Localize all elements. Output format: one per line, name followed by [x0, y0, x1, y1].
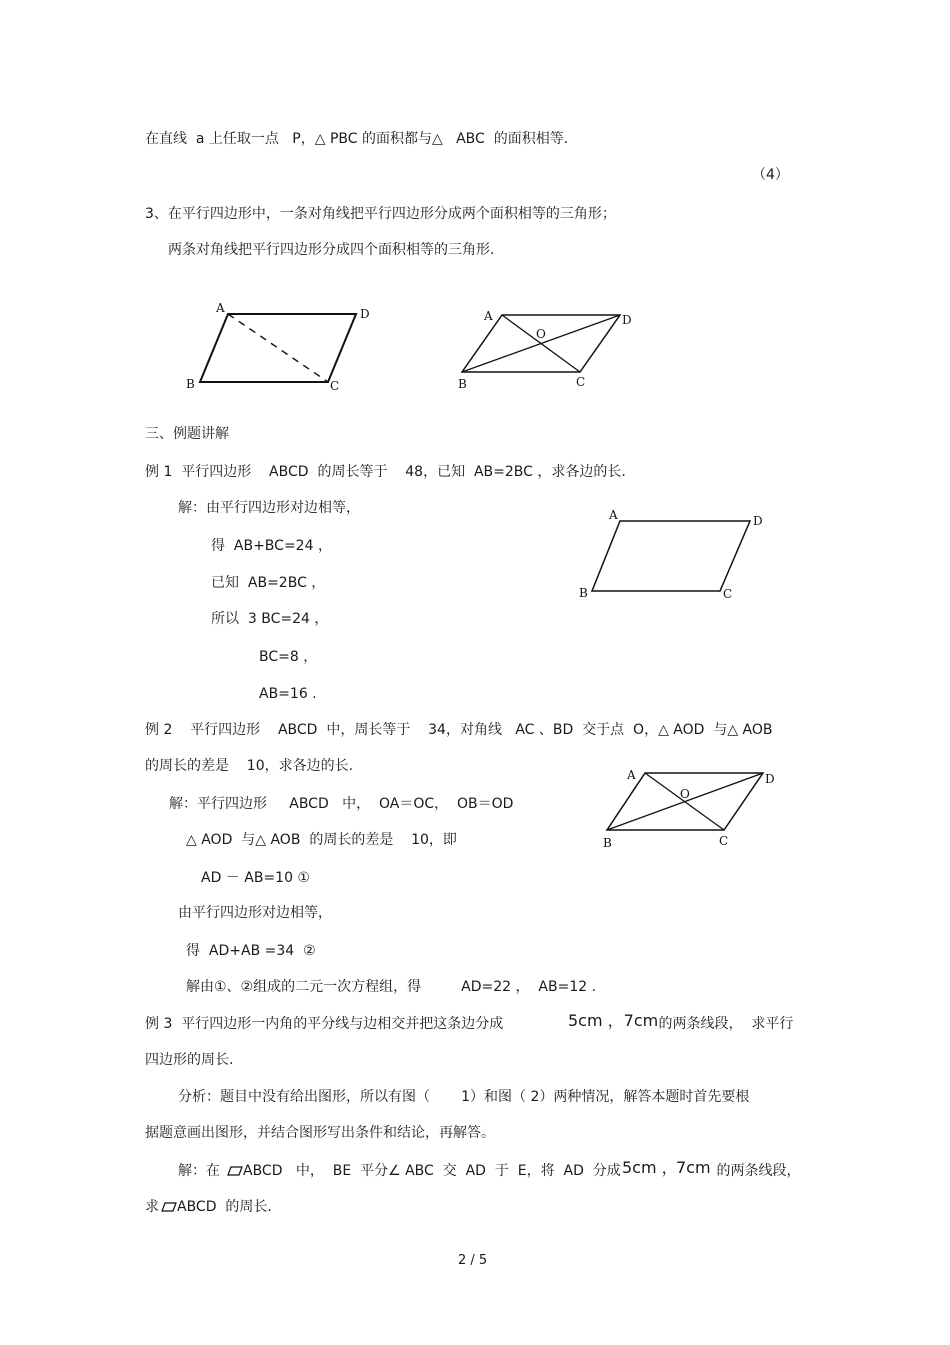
segment-lengths: 5cm ， [622, 1158, 678, 1177]
example-3-question: 的两条线段， 求平行 [654, 1016, 794, 1032]
label-d: D [753, 514, 763, 528]
solution-line: 已知 AB=2BC ， [211, 575, 326, 591]
text-line: 两条对角线把平行四边形分成四个面积相等的三角形. [168, 242, 495, 258]
label-b: B [579, 586, 588, 600]
example-3-question: 四边形的周长. [145, 1052, 234, 1068]
parallelogram-symbol-icon [227, 1166, 243, 1176]
section-heading: 三、例题讲解 [145, 426, 229, 442]
label-c: C [330, 379, 340, 393]
label-c: C [576, 375, 586, 389]
example-2-question: 的周长的差是 10，求各边的长. [145, 758, 354, 774]
label-o: O [536, 327, 546, 341]
label-c: C [723, 587, 733, 601]
figure-number: （4） [752, 167, 789, 183]
parallelogram-symbol-icon [161, 1202, 177, 1212]
label-d: D [360, 307, 370, 321]
solution-line: 解：平行四边形 ABCD 中， OA＝OC， OB＝OD [169, 796, 514, 812]
label-d: D [765, 772, 775, 786]
solution-line: 求 [145, 1199, 159, 1215]
solution-line: 得 AD+AB =34 ② [186, 943, 316, 959]
solution-line: AB=16 . [259, 686, 317, 702]
label-a: A [484, 309, 493, 323]
page-number: 2 / 5 [458, 1253, 488, 1268]
analysis-line: 据题意画出图形，并结合图形写出条件和结论，再解答。 [145, 1125, 495, 1141]
figure-parallelogram-example-1 [575, 505, 775, 605]
solution-line: ABCD 中， BE 平分∠ ABC 交 AD 于 E，将 AD 分成 [243, 1163, 621, 1179]
solution-line: 由平行四边形对边相等， [178, 905, 332, 921]
segment-lengths: 5cm ，7cm [568, 1011, 659, 1030]
label-b: B [458, 377, 467, 391]
label-a: A [627, 768, 636, 782]
label-d: D [622, 313, 632, 327]
label-a: A [216, 301, 225, 315]
example-3-question: 例 3 平行四边形一内角的平分线与边相交并把这条边分成 [145, 1016, 504, 1032]
analysis-line: 分析：题目中没有给出图形，所以有图（ 1）和图（ 2）两种情况，解答本题时首先要根 [178, 1089, 750, 1105]
example-1-question: 例 1 平行四边形 ABCD 的周长等于 48，已知 AB=2BC ，求各边的长. [145, 464, 626, 480]
solution-line: 的两条线段， [712, 1163, 801, 1179]
solution-line: 得 AB+BC=24 ， [211, 538, 332, 554]
text-line: 3、在平行四边形中，一条对角线把平行四边形分成两个面积相等的三角形； [145, 206, 616, 222]
label-c: C [719, 834, 729, 848]
solution-line: 解：由平行四边形对边相等， [178, 500, 360, 516]
figure-parallelogram-two-diagonals [450, 300, 650, 400]
solution-line: △ AOD 与△ AOB 的周长的差是 10，即 [186, 832, 457, 848]
label-a: A [609, 508, 618, 522]
label-b: B [186, 377, 195, 391]
example-2-question: 例 2 平行四边形 ABCD 中，周长等于 34，对角线 AC 、BD 交于点 O，△ AOD 与△ AOB [145, 722, 773, 738]
solution-line: AD － AB=10 ① [201, 870, 310, 886]
text-line: 在直线 a 上任取一点 P，△ PBC 的面积都与△ ABC 的面积相等. [145, 131, 569, 147]
figure-parallelogram-dashed-diagonal [180, 298, 380, 398]
solution-line: 所以 3 BC=24 ， [211, 611, 329, 627]
figure-parallelogram-example-2 [598, 763, 798, 863]
segment-lengths: 7cm [676, 1158, 711, 1177]
solution-line: 解由①、②组成的二元一次方程组，得 AD=22 ， AB=12 . [186, 979, 597, 995]
solution-line: ABCD 的周长. [177, 1199, 272, 1215]
solution-line: 解：在 [178, 1163, 220, 1179]
solution-line: BC=8 ， [259, 649, 318, 665]
label-b: B [603, 836, 612, 850]
label-o: O [680, 787, 690, 801]
